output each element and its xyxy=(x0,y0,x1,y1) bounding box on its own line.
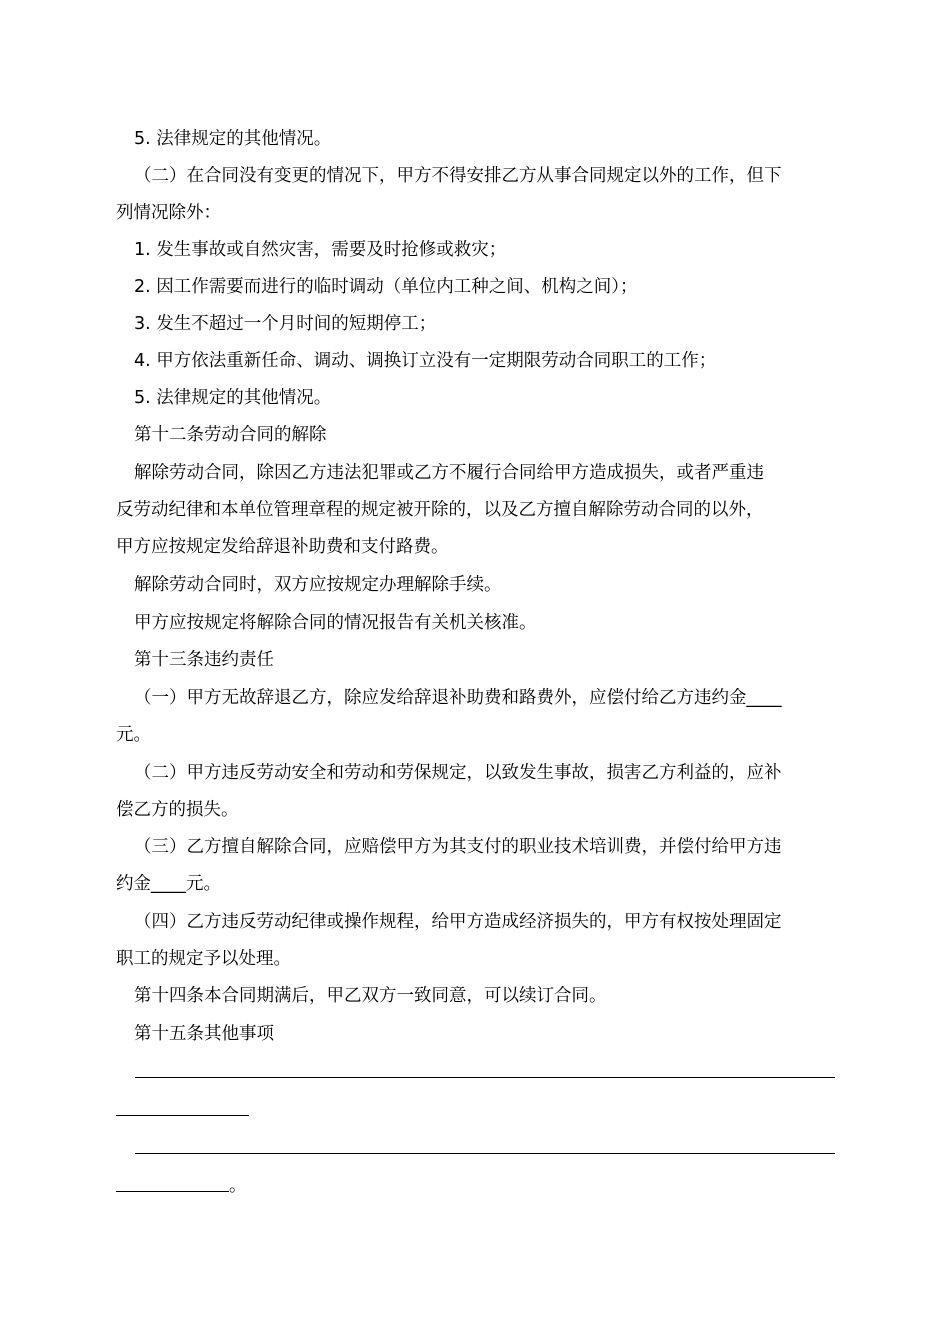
text-line: 职工的规定予以处理。 xyxy=(116,949,291,969)
paragraph xyxy=(116,829,836,903)
paragraph xyxy=(116,232,854,269)
text-line: （二）甲方违反劳动安全和劳动和劳保规定，以致发生事故，损害乙方利益的，应补 xyxy=(134,763,782,783)
text-line: （二）在合同没有变更的情况下，甲方不得安排乙方从事合同规定以外的工作，但下 xyxy=(134,166,782,186)
paragraph xyxy=(116,455,836,566)
paragraph xyxy=(116,343,854,380)
text-line: 第十二条劳动合同的解除 xyxy=(134,425,327,445)
paragraph xyxy=(116,904,836,978)
text-line: 5. 法律规定的其他情况。 xyxy=(134,388,332,408)
text-line: 甲方应按规定发给辞退补助费和支付路费。 xyxy=(116,537,449,557)
text-line: （一）甲方无故辞退乙方，除应发给辞退补助费和路费外，应偿付给乙方违约金____ xyxy=(134,688,782,708)
text-line: 4. 甲方依法重新任命、调动、调换订立没有一定期限劳动合同职工的工作； xyxy=(134,351,717,371)
text-line: 第十三条违约责任 xyxy=(134,650,274,670)
text-line: 元。 xyxy=(116,725,151,745)
text-line: 解除劳动合同，除因乙方违法犯罪或乙方不履行合同给甲方造成损失，或者严重违 xyxy=(134,463,764,483)
section-heading xyxy=(116,642,854,679)
paragraph xyxy=(116,121,854,158)
paragraph xyxy=(116,680,836,754)
blank-fill-line xyxy=(116,1191,229,1192)
paragraph xyxy=(116,306,854,343)
text-line: 约金____元。 xyxy=(116,874,221,894)
section-heading xyxy=(116,417,854,454)
text-line: 第十五条其他事项 xyxy=(134,1024,274,1044)
text-line: 1. 发生事故或自然灾害，需要及时抢修或救灾； xyxy=(134,240,507,260)
paragraph xyxy=(116,269,854,306)
blank-fill-line xyxy=(116,1115,249,1116)
closing-punctuation: 。 xyxy=(229,1176,247,1196)
text-line: 列情况除外： xyxy=(116,203,221,223)
text-line: 2. 因工作需要而进行的临时调动（单位内工种之间、机构之间）； xyxy=(134,277,638,297)
text-line: 5. 法律规定的其他情况。 xyxy=(134,129,332,149)
paragraph xyxy=(116,158,836,232)
text-line: 偿乙方的损失。 xyxy=(116,800,239,820)
paragraph xyxy=(116,755,836,829)
paragraph xyxy=(116,567,854,604)
text-line: 3. 发生不超过一个月时间的短期停工； xyxy=(134,314,437,334)
paragraph xyxy=(116,978,854,1015)
paragraph xyxy=(116,380,854,417)
paragraph xyxy=(116,605,854,642)
blank-fill-line xyxy=(135,1153,835,1154)
blank-fill-line xyxy=(135,1077,835,1078)
text-line: 甲方应按规定将解除合同的情况报告有关机关核准。 xyxy=(134,613,537,633)
section-heading xyxy=(116,1016,854,1053)
text-line: 第十四条本合同期满后，甲乙双方一致同意，可以续订合同。 xyxy=(134,986,607,1006)
text-line: 反劳动纪律和本单位管理章程的规定被开除的，以及乙方擅自解除劳动合同的以外， xyxy=(116,500,764,520)
text-line: （四）乙方违反劳动纪律或操作规程，给甲方造成经济损失的，甲方有权按处理固定 xyxy=(134,912,782,932)
text-line: 解除劳动合同时，双方应按规定办理解除手续。 xyxy=(134,575,502,595)
text-line: （三）乙方擅自解除合同，应赔偿甲方为其支付的职业技术培训费，并偿付给甲方违 xyxy=(134,837,782,857)
